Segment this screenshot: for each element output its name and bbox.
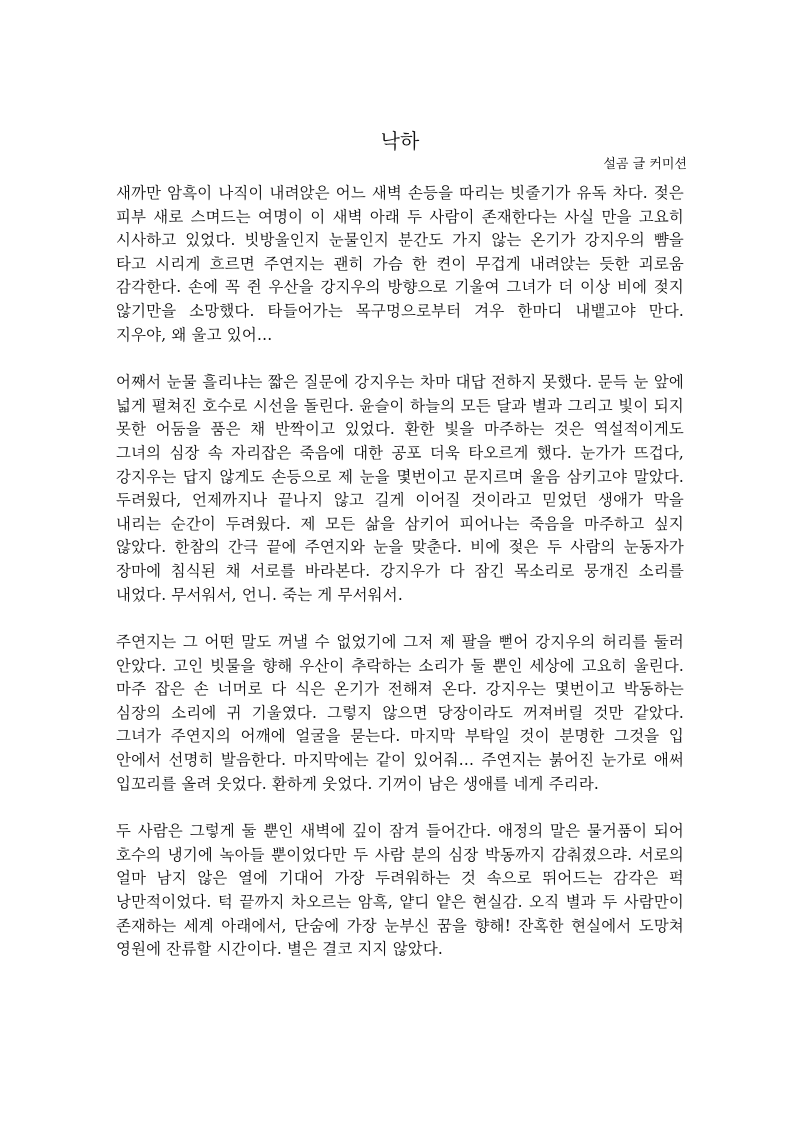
document-title: 낙하 (380, 129, 420, 153)
document-byline: 설곰 글 커미션 (603, 157, 687, 172)
paragraph-2: 어째서 눈물 흘리냐는 짧은 질문에 강지우는 차마 대답 전하지 못했다. 문득 눈 앞에 넓게 펼쳐진 호수로 시선을 돌린다. 윤슬이 하늘의 모든 달과 별과 그리고 빛이 되지 못한 어둠을 품은 채 반짝이고 있었다. 환한 빛을 마주하는 것은 역설적이게도 그녀의 심장 속 자리잡은 죽음에 대한 공포 더욱 타오르게 했다. 눈가가 뜨겁다, 강지우는 답지 않게도 손등으로 제 눈을 몇번이고 문지르며 울음 삼키고야 말았다. 두려웠다, 언제까지나 끝나지 않고 길게 이어질 것이라고 믿었던 생애가 막을 내리는 순간이 두려웠다. 제 모든 삶을 삼키어 피어나는 죽음을 마주하고 싶지 않았다. 한참의 간극 끝에 주연지와 눈을 맞춘다. 비에 젖은 두 사람의 눈동자가 장마에 침식된 채 서로를 바라본다. 강지우가 다 잠긴 목소리로 뭉개진 소리를 내었다. 무서워서, 언니. 죽는 게 무서워서. (116, 373, 684, 604)
paragraph-3: 주연지는 그 어떤 말도 꺼낼 수 없었기에 그저 제 팔을 뻗어 강지우의 허리를 둘러 안았다. 고인 빗물을 향해 우산이 추락하는 소리가 둘 뿐인 세상에 고요히 울린다. 마주 잡은 손 너머로 다 식은 온기가 전해져 온다. 강지우는 몇번이고 박동하는 심장의 소리에 귀 기울였다. 그렇지 않으면 당장이라도 꺼져버릴 것만 같았다. 그녀가 주연지의 어깨에 얼굴을 묻는다. 마지막 부탁일 것이 분명한 그것을 입 안에서 선명히 발음한다. 마지막에는 같이 있어줘… 주연지는 붉어진 눈가로 애써 입꼬리를 올려 웃었다. 환하게 웃었다. 기꺼이 남은 생애를 네게 주리라. (116, 633, 684, 793)
paragraph-4: 두 사람은 그렇게 둘 뿐인 새벽에 깊이 잠겨 들어간다. 애정의 말은 물거품이 되어 호수의 냉기에 녹아들 뿐이었다만 두 사람 분의 심장 박동까지 감춰졌으랴. 서로의 얼마 남지 않은 열에 기대어 가장 두려워하는 것 속으로 뛰어드는 감각은 퍽 낭만적이었다. 턱 끝까지 차오르는 암흑, 얕디 얕은 현실감. 오직 별과 두 사람만이 존재하는 세계 아래에서, 단숨에 가장 눈부신 꿈을 향해! 잔혹한 현실에서 도망쳐 영원에 잔류할 시간이다. 별은 결코 지지 않았다. (116, 822, 684, 959)
paragraph-1: 새까만 암흑이 나직이 내려앉은 어느 새벽 손등을 따리는 빗줄기가 유독 차다. 젖은 피부 새로 스며드는 여명이 이 새벽 아래 두 사람이 존재한다는 사실 만을 고요히 시사하고 있었다. 빗방울인지 눈물인지 분간도 가지 않는 온기가 강지우의 뺨을 타고 시리게 흐르면 주연지는 괜히 가슴 한 켠이 무겁게 내려앉는 듯한 괴로움 감각한다. 손에 꼭 쥔 우산을 강지우의 방향으로 기울여 그녀가 더 이상 비에 젖지 않기만을 소망했다. 타들어가는 목구멍으로부터 겨우 한마디 내뱉고야 만다. 지우야, 왜 울고 있어… (116, 184, 684, 344)
document-body (116, 182, 684, 986)
